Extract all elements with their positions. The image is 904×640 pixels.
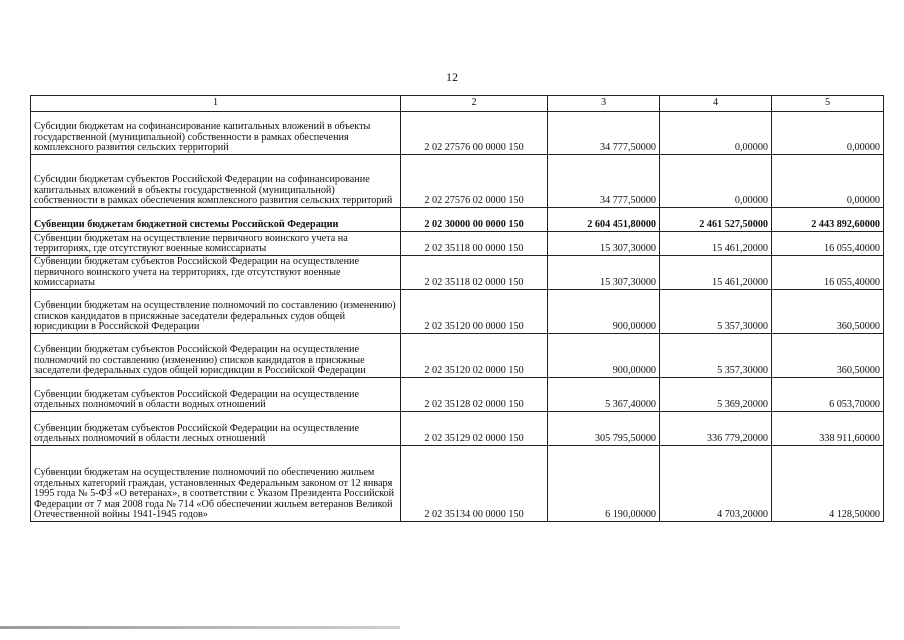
table-header-row (31, 96, 884, 112)
row-value-col3: 15 307,30000 (548, 256, 660, 290)
row-value-col5: 360,50000 (772, 290, 884, 334)
row-value-col3: 34 777,50000 (548, 155, 660, 208)
row-value-col5: 360,50000 (772, 334, 884, 378)
row-value-col3: 5 367,40000 (548, 378, 660, 412)
table-row (31, 378, 884, 412)
page-number: 12 (446, 70, 458, 84)
row-budget-code: 2 02 35118 00 0000 150 (401, 232, 548, 256)
row-value-col4: 336 779,20000 (660, 412, 772, 446)
row-budget-code: 2 02 35118 02 0000 150 (401, 256, 548, 290)
row-budget-code: 2 02 27576 00 0000 150 (401, 112, 548, 155)
row-description: Субвенции бюджетам субъектов Российской Федерации на осуществление отдельных полномочий в области лесных отношений (31, 412, 401, 446)
row-value-col5: 4 128,50000 (772, 446, 884, 522)
row-value-col3: 305 795,50000 (548, 412, 660, 446)
row-value-col4: 2 461 527,50000 (660, 208, 772, 232)
row-description: Субвенции бюджетам субъектов Российской Федерации на осуществление полномочий по составлению (изменению) списков кандидатов в присяжные заседатели федеральных судов общей юрисдикции в Российской Федерации (31, 334, 401, 378)
row-value-col4: 5 357,30000 (660, 290, 772, 334)
row-description: Субвенции бюджетам на осуществление первичного воинского учета на территориях, где отсутствуют военные комиссариаты (31, 232, 401, 256)
table-row (31, 155, 884, 208)
row-description: Субвенции бюджетам на осуществление полномочий по составлению (изменению) списков кандидатов в присяжные заседатели федеральных судов общей юрисдикции в Российской Федерации (31, 290, 401, 334)
row-value-col5: 2 443 892,60000 (772, 208, 884, 232)
row-value-col4: 5 357,30000 (660, 334, 772, 378)
table-row (31, 256, 884, 290)
header-col-3: 3 (548, 96, 660, 112)
table-row (31, 112, 884, 155)
table-row (31, 290, 884, 334)
header-col-4: 4 (660, 96, 772, 112)
header-col-1: 1 (31, 96, 401, 112)
row-budget-code: 2 02 35134 00 0000 150 (401, 446, 548, 522)
row-budget-code: 2 02 35128 02 0000 150 (401, 378, 548, 412)
row-value-col5: 16 055,40000 (772, 256, 884, 290)
row-budget-code: 2 02 27576 02 0000 150 (401, 155, 548, 208)
row-value-col4: 15 461,20000 (660, 232, 772, 256)
scan-edge-line (0, 626, 400, 629)
row-budget-code: 2 02 30000 00 0000 150 (401, 208, 548, 232)
table-row (31, 446, 884, 522)
row-description: Субвенции бюджетам на осуществление полномочий по обеспечению жильем отдельных категорий граждан, установленных Федеральным законом от 12 января 1995 года № 5-ФЗ «О ветеранах», в соответствии с Указом Президента Российской Федерации от 7 мая 2008 года № 714 «Об обеспечении жильем ветеранов Великой Отечественной войны 1941-1945 годов» (31, 446, 401, 522)
row-value-col4: 15 461,20000 (660, 256, 772, 290)
row-description: Субсидии бюджетам на софинансирование капитальных вложений в объекты государственной (муниципальной) собственности в рамках обеспечения комплексного развития сельских территорий (31, 112, 401, 155)
row-value-col5: 16 055,40000 (772, 232, 884, 256)
table-row-total (31, 208, 884, 232)
row-description: Субвенции бюджетам субъектов Российской Федерации на осуществление отдельных полномочий в области водных отношений (31, 378, 401, 412)
row-value-col3: 15 307,30000 (548, 232, 660, 256)
header-col-5: 5 (772, 96, 884, 112)
row-value-col3: 900,00000 (548, 334, 660, 378)
row-value-col3: 2 604 451,80000 (548, 208, 660, 232)
row-value-col5: 6 053,70000 (772, 378, 884, 412)
row-value-col4: 5 369,20000 (660, 378, 772, 412)
row-value-col4: 0,00000 (660, 112, 772, 155)
table-row (31, 334, 884, 378)
table-row (31, 412, 884, 446)
row-value-col5: 0,00000 (772, 112, 884, 155)
row-value-col3: 6 190,00000 (548, 446, 660, 522)
budget-revenue-table (30, 95, 884, 522)
row-budget-code: 2 02 35120 02 0000 150 (401, 334, 548, 378)
row-budget-code: 2 02 35129 02 0000 150 (401, 412, 548, 446)
row-value-col3: 34 777,50000 (548, 112, 660, 155)
row-value-col5: 0,00000 (772, 155, 884, 208)
header-col-2: 2 (401, 96, 548, 112)
row-value-col3: 900,00000 (548, 290, 660, 334)
row-value-col5: 338 911,60000 (772, 412, 884, 446)
row-value-col4: 0,00000 (660, 155, 772, 208)
row-value-col4: 4 703,20000 (660, 446, 772, 522)
row-description: Субвенции бюджетам субъектов Российской Федерации на осуществление первичного воинского учета на территориях, где отсутствуют военные комиссариаты (31, 256, 401, 290)
row-budget-code: 2 02 35120 00 0000 150 (401, 290, 548, 334)
table-row (31, 232, 884, 256)
row-description: Субвенции бюджетам бюджетной системы Российской Федерации (31, 208, 401, 232)
row-description: Субсидии бюджетам субъектов Российской Федерации на софинансирование капитальных вложений в объекты государственной (муниципальной) собственности в рамках обеспечения комплексного развития сельских территорий (31, 155, 401, 208)
